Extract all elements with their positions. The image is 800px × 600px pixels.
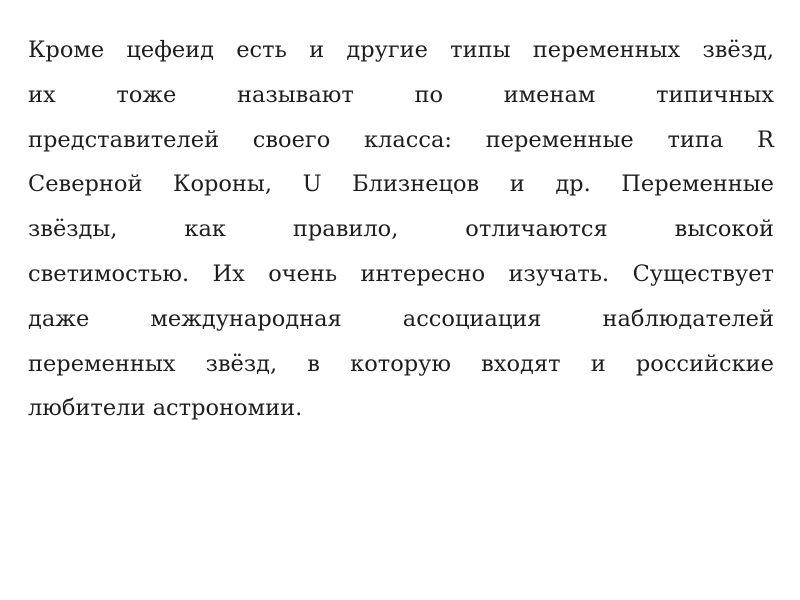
paragraph-line-3: представителей своего класса: переменные типа R (28, 126, 774, 153)
paragraph-line-1: Кроме цефеид есть и другие типы переменных звёзд, (28, 37, 774, 63)
paragraph-line-2: их тоже называют по именам типичных (28, 81, 774, 108)
body-paragraph (28, 28, 774, 431)
paragraph-line-8: переменных звёзд, в которую входят и российские (28, 350, 774, 377)
paragraph-line-4: Северной Короны, U Близнецов и др. Переменные (28, 171, 774, 198)
paragraph-line-9: любители астрономии. (28, 395, 303, 422)
paragraph-line-5: звёзды, как правило, отличаются высокой (28, 216, 774, 243)
paragraph-line-7: даже международная ассоциация наблюдателей (28, 305, 774, 332)
paragraph-line-6: светимостью. Их очень интересно изучать. Существует (28, 260, 774, 287)
